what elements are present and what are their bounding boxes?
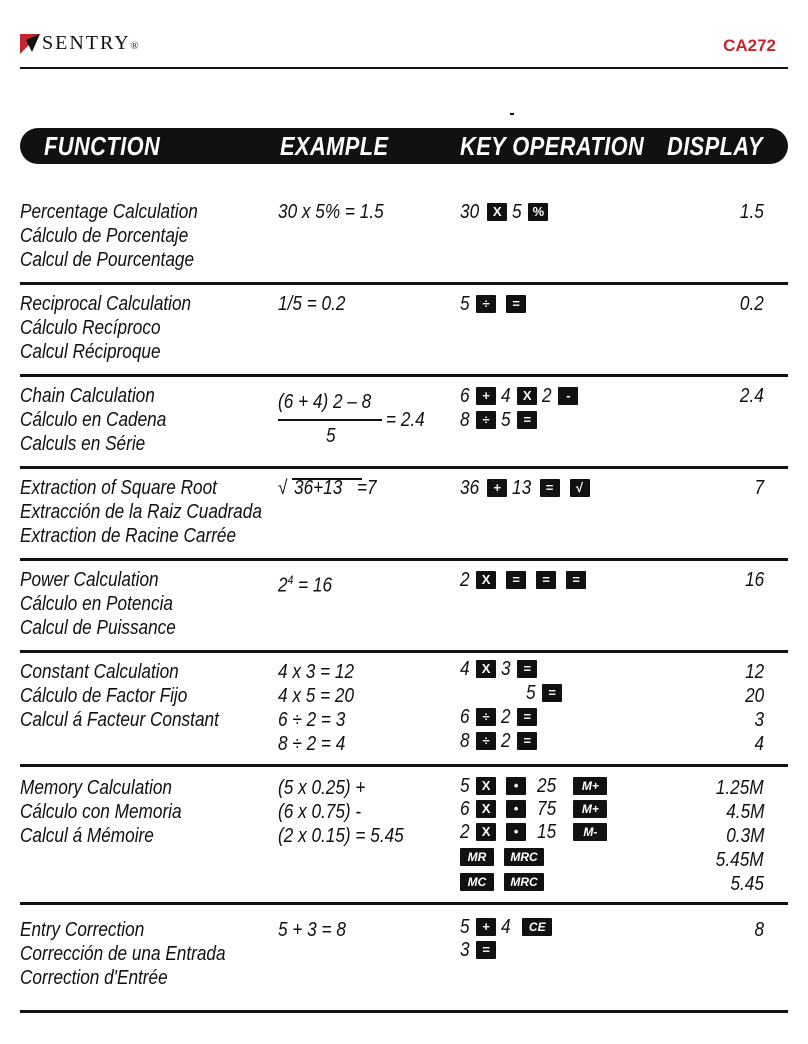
example-result: =7 <box>357 477 377 499</box>
multiply-key: X <box>476 660 496 678</box>
clear-entry-key: CE <box>522 918 552 936</box>
equals-key: = <box>517 732 537 750</box>
key-number: 30 <box>460 200 480 223</box>
function-label: Extracción de la Raiz Cuadrada <box>20 501 262 523</box>
function-label: Power Calculation <box>20 569 159 591</box>
key-number: 6 <box>460 797 470 820</box>
key-number: 36 <box>460 476 480 499</box>
display-value: 1.5 <box>740 201 764 223</box>
brand-name: SENTRY® <box>42 32 141 54</box>
example-numerator: (6 + 4) 2 – 8 <box>278 391 372 413</box>
function-label: Cálculo de Porcentaje <box>20 225 189 247</box>
key-number: 5 <box>526 681 536 704</box>
multiply-key: X <box>476 777 496 795</box>
equals-key: = <box>517 411 537 429</box>
function-label: Corrección de una Entrada <box>20 943 226 965</box>
sentry-logo-icon <box>20 32 40 54</box>
tick-mark <box>510 113 514 115</box>
memory-clear-key: MC <box>460 873 494 891</box>
function-label: Correction d'Entrée <box>20 967 168 989</box>
row-divider <box>20 282 788 285</box>
display-value: 4.5M <box>725 801 764 823</box>
function-label: Calcul á Facteur Constant <box>20 709 219 731</box>
key-number: 2 <box>542 384 552 407</box>
example-text: (2 x 0.15) = 5.45 <box>278 825 404 847</box>
example-root-sign: √ <box>278 477 288 499</box>
function-label: Cálculo en Potencia <box>20 593 173 615</box>
example-text: 5 + 3 = 8 <box>278 919 346 941</box>
key-sequence <box>460 730 542 752</box>
example-result: = 16 <box>293 574 333 597</box>
key-number: 25 <box>537 774 557 797</box>
display-value: 0.2 <box>740 293 764 315</box>
function-label: Constant Calculation <box>20 661 179 683</box>
key-number: 2 <box>460 820 470 843</box>
percent-key: % <box>528 203 548 221</box>
example-denominator: 5 <box>326 425 336 447</box>
divide-key: ÷ <box>476 708 496 726</box>
key-number: 15 <box>537 820 557 843</box>
key-sequence <box>460 658 542 680</box>
row-memory <box>20 776 788 896</box>
key-sequence <box>526 682 567 704</box>
key-number: 2 <box>501 705 511 728</box>
memory-recall-key: MR <box>460 848 494 866</box>
memory-plus-key: M+ <box>573 800 607 818</box>
key-number: 8 <box>460 408 470 431</box>
key-sequence <box>460 569 591 591</box>
function-label: Calcul Réciproque <box>20 341 161 363</box>
display-value: 12 <box>744 661 764 683</box>
display-value: 4 <box>754 733 764 755</box>
key-sequence <box>460 939 501 961</box>
multiply-key: X <box>476 823 496 841</box>
equals-key: = <box>542 684 562 702</box>
equals-key: = <box>506 571 526 589</box>
example-text: 8 ÷ 2 = 4 <box>278 733 346 755</box>
function-label: Calcul de Pourcentage <box>20 249 195 271</box>
key-sequence <box>460 775 612 797</box>
function-label: Extraction de Racine Carrée <box>20 525 237 547</box>
multiply-key: X <box>517 387 537 405</box>
key-number: 75 <box>537 797 557 820</box>
row-reciprocal <box>20 292 788 372</box>
row-square-root <box>20 476 788 556</box>
equals-key: = <box>517 660 537 678</box>
row-entry-correction <box>20 915 788 998</box>
display-value: 0.3M <box>725 825 764 847</box>
row-divider <box>20 466 788 469</box>
plus-key: + <box>476 387 496 405</box>
power-exponent: 4 <box>287 573 294 587</box>
function-label: Cálculo con Memoria <box>20 801 182 823</box>
equals-key: = <box>506 295 526 313</box>
row-percentage <box>20 200 788 280</box>
row-divider <box>20 650 788 653</box>
display-value: 7 <box>754 477 764 499</box>
header-divider <box>20 67 788 69</box>
display-value: 20 <box>744 685 764 707</box>
function-label: Cálculo de Factor Fijo <box>20 685 188 707</box>
key-number: 3 <box>460 938 470 961</box>
example-text: (5 x 0.25) + <box>278 777 366 799</box>
key-sequence <box>460 846 549 868</box>
key-number: 5 <box>501 408 511 431</box>
row-divider <box>20 374 788 377</box>
column-example: EXAMPLE <box>280 131 389 161</box>
page-bottom-rule <box>20 1010 788 1013</box>
display-value: 5.45M <box>716 849 764 871</box>
multiply-key: X <box>487 203 507 221</box>
key-sequence <box>460 916 557 938</box>
row-power <box>20 568 788 648</box>
key-number: 4 <box>460 657 470 680</box>
divide-key: ÷ <box>476 295 496 313</box>
key-number: 4 <box>501 384 511 407</box>
example-text: 6 ÷ 2 = 3 <box>278 709 346 731</box>
key-number: 13 <box>512 476 532 499</box>
example-text: 4 x 3 = 12 <box>278 661 355 683</box>
row-divider <box>20 902 788 905</box>
example-text: 1/5 = 0.2 <box>278 293 346 315</box>
key-number: 6 <box>460 384 470 407</box>
row-divider <box>20 764 788 767</box>
display-value: 1.25M <box>716 777 764 799</box>
equals-key: = <box>536 571 556 589</box>
key-sequence <box>460 821 612 843</box>
row-constant <box>20 657 788 760</box>
function-label: Cálculo en Cadena <box>20 409 167 431</box>
row-divider <box>20 558 788 561</box>
power-base: 2 <box>278 574 288 597</box>
decimal-key: • <box>506 777 526 795</box>
column-header-bar <box>20 128 788 164</box>
key-number: 5 <box>460 292 470 315</box>
function-label: Calcul de Puissance <box>20 617 176 639</box>
key-number: 4 <box>501 915 511 938</box>
equals-key: = <box>540 479 560 497</box>
key-number: 8 <box>460 729 470 752</box>
memory-plus-key: M+ <box>573 777 607 795</box>
column-display: DISPLAY <box>667 131 763 161</box>
function-label: Entry Correction <box>20 919 145 941</box>
memory-recall-clear-key: MRC <box>504 848 544 866</box>
display-value: 3 <box>754 709 764 731</box>
function-label: Calcul á Mémoire <box>20 825 154 847</box>
display-value: 2.4 <box>740 385 764 407</box>
function-label: Calculs en Série <box>20 433 146 455</box>
multiply-key: X <box>476 800 496 818</box>
key-sequence <box>460 201 553 223</box>
display-value: 5.45 <box>730 873 764 895</box>
decimal-key: • <box>506 823 526 841</box>
plus-key: + <box>476 918 496 936</box>
row-chain <box>20 384 788 464</box>
key-number: 5 <box>512 200 522 223</box>
decimal-key: • <box>506 800 526 818</box>
function-label: Extraction of Square Root <box>20 477 217 499</box>
memory-recall-clear-key: MRC <box>504 873 544 891</box>
column-function: FUNCTION <box>44 131 161 161</box>
fraction-bar <box>278 419 382 421</box>
function-label: Chain Calculation <box>20 385 155 407</box>
key-sequence <box>460 293 531 315</box>
function-label: Percentage Calculation <box>20 201 198 223</box>
key-number: 3 <box>501 657 511 680</box>
model-number: CA272 <box>723 36 776 55</box>
key-number: 5 <box>460 915 470 938</box>
plus-key: + <box>487 479 507 497</box>
function-label: Cálculo Recíproco <box>20 317 161 339</box>
key-number: 2 <box>501 729 511 752</box>
example-result: = 2.4 <box>386 409 425 431</box>
key-number: 5 <box>460 774 470 797</box>
display-value: 16 <box>744 569 764 591</box>
example-text: (6 x 0.75) - <box>278 801 362 823</box>
example-text: 30 x 5% = 1.5 <box>278 201 384 223</box>
key-sequence <box>460 385 583 407</box>
key-sequence <box>460 798 612 820</box>
square-root-key: √ <box>570 479 590 497</box>
example-text <box>278 568 332 598</box>
key-number: 6 <box>460 705 470 728</box>
function-label: Memory Calculation <box>20 777 172 799</box>
divide-key: ÷ <box>476 732 496 750</box>
equals-key: = <box>476 941 496 959</box>
minus-key: - <box>558 387 578 405</box>
key-sequence <box>460 409 542 431</box>
equals-key: = <box>566 571 586 589</box>
column-key-operation: KEY OPERATION <box>460 131 645 161</box>
key-sequence <box>460 871 549 893</box>
example-radicand: 36+13 <box>294 477 343 499</box>
memory-minus-key: M- <box>573 823 607 841</box>
key-sequence <box>460 706 542 728</box>
key-sequence <box>460 477 595 499</box>
page-header <box>20 28 788 68</box>
equals-key: = <box>517 708 537 726</box>
multiply-key: X <box>476 571 496 589</box>
display-value: 8 <box>754 919 764 941</box>
divide-key: ÷ <box>476 411 496 429</box>
example-text: 4 x 5 = 20 <box>278 685 355 707</box>
function-label: Reciprocal Calculation <box>20 293 192 315</box>
key-number: 2 <box>460 568 470 591</box>
